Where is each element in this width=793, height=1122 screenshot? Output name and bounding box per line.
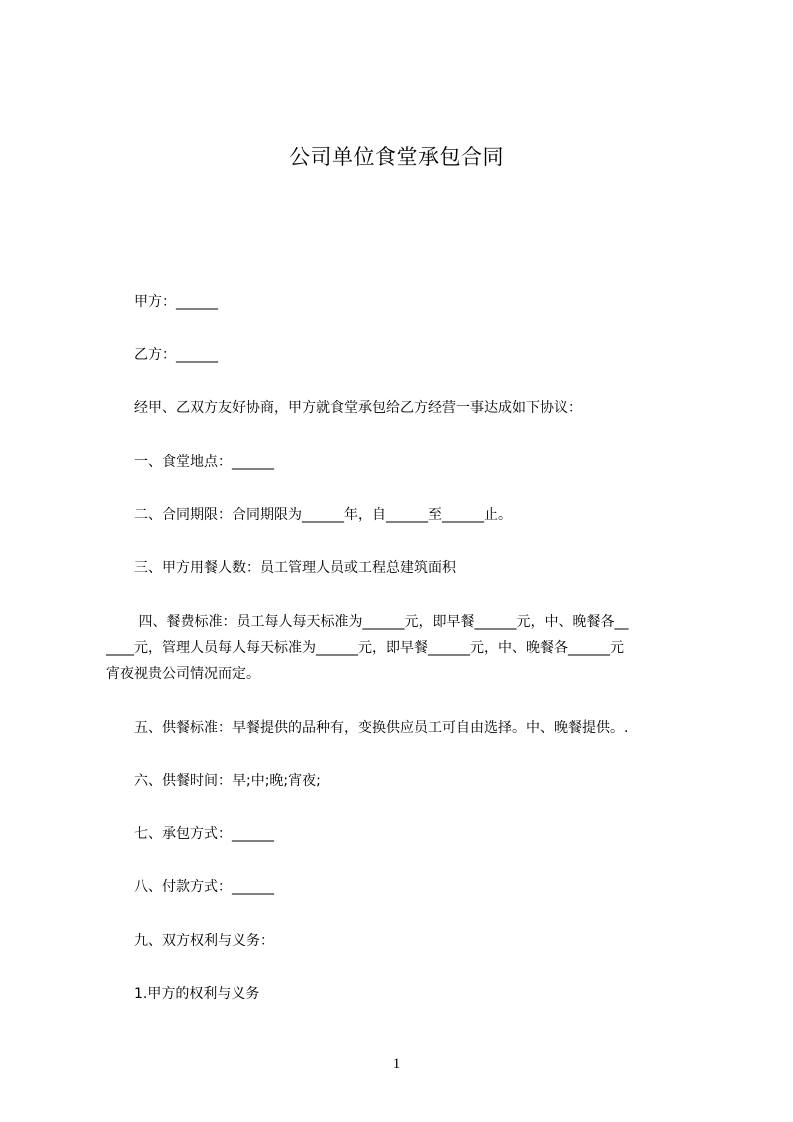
party-b-line: 乙方：______ <box>106 347 218 363</box>
clause-4-meal-fees <box>106 609 700 687</box>
clause-2-term: 二、合同期限：合同期限为______年，自______至______止。 <box>106 507 512 523</box>
page-number: 1 <box>392 1056 401 1072</box>
clause-8-payment-method: 八、付款方式：______ <box>106 879 274 895</box>
clause-1-location: 一、食堂地点：______ <box>106 454 274 470</box>
clause-4-line-3: 宵夜视贵公司情况而定。 <box>106 666 260 682</box>
clause-9-1-party-a: 1.甲方的权利与义务 <box>106 986 260 1002</box>
clause-3-diners: 三、甲方用餐人数：员工管理人员或工程总建筑面积 <box>106 560 456 576</box>
agreement-intro: 经甲、乙双方友好协商，甲方就食堂承包给乙方经营一事达成如下协议： <box>106 400 582 416</box>
party-a-line: 甲方：______ <box>106 294 218 310</box>
clause-6-meal-times: 六、供餐时间：早;中;晚;宵夜; <box>106 773 321 789</box>
clause-4-line-1: 四、餐费标准：员工每人每天标准为______元，即早餐______元，中、晚餐各__ <box>106 614 629 630</box>
document-title: 公司单位食堂承包合同 <box>289 145 504 169</box>
clause-7-contract-method: 七、承包方式：______ <box>106 826 274 842</box>
clause-4-line-2: ____元，管理人员每人每天标准为______元，即早餐______元，中、晚餐各______元 <box>106 640 624 656</box>
clause-5-meal-standard: 五、供餐标准：早餐提供的品种有，变换供应员工可自由选择。中、晚餐提供。. <box>106 720 629 736</box>
clause-9-rights-obligations: 九、双方权利与义务： <box>106 933 274 949</box>
